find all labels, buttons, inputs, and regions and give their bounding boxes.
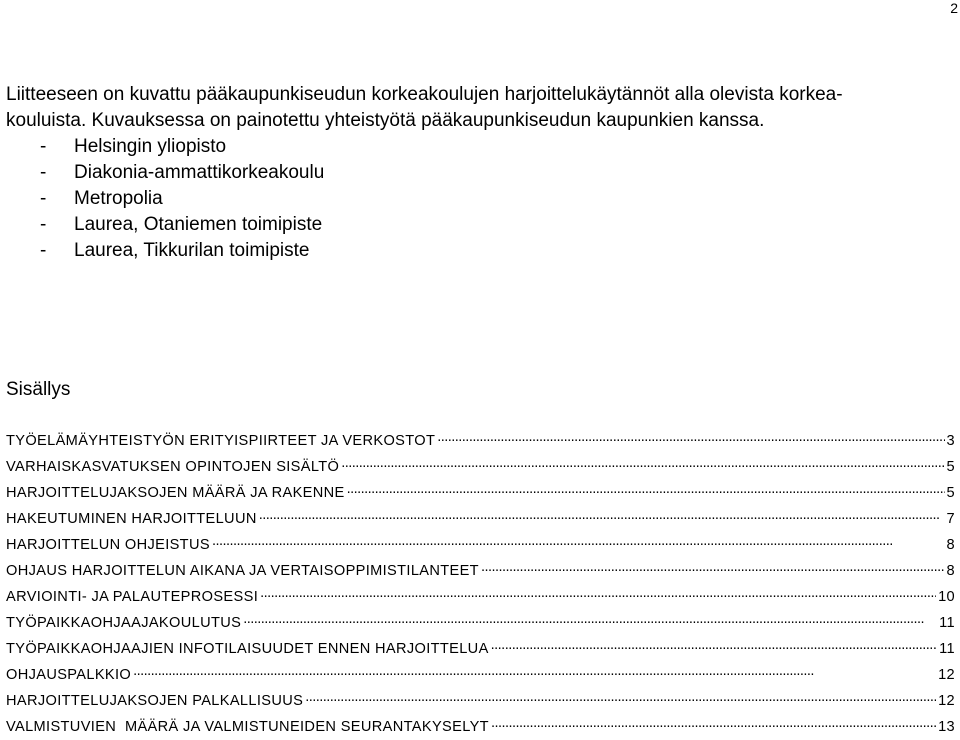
toc-entry[interactable] <box>6 688 955 714</box>
toc-entry[interactable] <box>6 454 955 480</box>
toc-dot-leader <box>259 509 945 523</box>
toc-entry-title: VARHAISKASVATUKSEN OPINTOJEN SISÄLTÖ <box>6 459 340 475</box>
list-dash: - <box>40 240 47 261</box>
toc-entry-title: HARJOITTELUJAKSOJEN PALKALLISUUS <box>6 693 304 709</box>
toc-entry-page: 7 <box>946 511 955 527</box>
school-item <box>6 134 951 160</box>
toc-entry-page: 11 <box>939 641 955 657</box>
school-list <box>6 134 951 264</box>
toc-entry-page: 5 <box>946 459 955 475</box>
toc-entry[interactable] <box>6 636 955 662</box>
toc-entry-page: 13 <box>938 719 955 735</box>
toc-entry-title: TYÖPAIKKAOHJAAJIEN INFOTILAISUUDET ENNEN HARJOITTELUA <box>6 641 489 657</box>
toc-entry-title: HARJOITTELUN OHJEISTUS <box>6 537 210 553</box>
toc-entry-page: 5 <box>946 485 955 501</box>
list-dash: - <box>40 214 47 235</box>
list-dash: - <box>40 162 47 183</box>
toc-entry[interactable] <box>6 532 955 558</box>
school-name: Helsingin yliopisto <box>74 136 227 157</box>
school-item <box>6 160 951 186</box>
toc-entry-page: 12 <box>938 693 955 709</box>
toc-dot-leader <box>437 431 944 445</box>
list-dash: - <box>40 188 47 209</box>
toc-dot-leader <box>341 457 944 471</box>
toc-entry[interactable] <box>6 428 955 454</box>
toc-entry-page: 8 <box>946 563 955 579</box>
toc-dot-leader <box>491 639 937 653</box>
school-name: Diakonia-ammattikorkeakoulu <box>74 162 325 183</box>
toc-entry-title: TYÖELÄMÄYHTEISTYÖN ERITYISPIIRTEET JA VERKOSTOT <box>6 433 436 449</box>
toc-entry-title: VALMISTUVIEN MÄÄRÄ JA VALMISTUNEIDEN SEURANTAKYSELYT <box>6 719 489 735</box>
school-item <box>6 212 951 238</box>
toc-entry-page: 12 <box>938 667 955 683</box>
toc-dot-leader <box>133 665 936 679</box>
toc-entry-page: 11 <box>939 615 955 631</box>
intro-paragraph <box>6 82 951 134</box>
toc-entry-page: 10 <box>938 589 955 605</box>
toc-entry[interactable] <box>6 610 955 636</box>
page-number: 2 <box>950 0 958 16</box>
toc-dot-leader <box>212 535 945 549</box>
toc-entry-page: 3 <box>946 433 955 449</box>
toc-title: Sisällys <box>6 379 71 400</box>
toc-entry[interactable] <box>6 714 955 740</box>
intro-line-1: Liitteeseen on kuvattu pääkaupunkiseudun korkeakoulujen harjoittelukäytännöt alla olevista korkea- <box>6 84 843 105</box>
toc-entry[interactable] <box>6 558 955 584</box>
toc-entry-title: OHJAUSPALKKIO <box>6 667 132 683</box>
school-name: Laurea, Otaniemen toimipiste <box>74 214 323 235</box>
toc-entry-title: ARVIOINTI- JA PALAUTEPROSESSI <box>6 589 259 605</box>
toc-entry-title: HAKEUTUMINEN HARJOITTELUUN <box>6 511 257 527</box>
toc-dot-leader <box>481 561 945 575</box>
school-item <box>6 238 951 264</box>
list-dash: - <box>40 136 47 157</box>
toc-entry[interactable] <box>6 662 955 688</box>
toc-dot-leader <box>243 613 937 627</box>
toc-dot-leader <box>491 717 936 731</box>
school-name: Laurea, Tikkurilan toimipiste <box>74 240 310 261</box>
table-of-contents <box>6 428 955 740</box>
toc-entry-title: TYÖPAIKKAOHJAAJAKOULUTUS <box>6 615 242 631</box>
toc-dot-leader <box>347 483 945 497</box>
toc-dot-leader <box>260 587 936 601</box>
school-item <box>6 186 951 212</box>
toc-entry-page: 8 <box>946 537 955 553</box>
intro-section <box>6 82 951 264</box>
toc-entry[interactable] <box>6 506 955 532</box>
school-name: Metropolia <box>74 188 163 209</box>
toc-dot-leader <box>305 691 936 705</box>
toc-entry[interactable] <box>6 584 955 610</box>
toc-entry-title: HARJOITTELUJAKSOJEN MÄÄRÄ JA RAKENNE <box>6 485 345 501</box>
intro-line-2: kouluista. Kuvauksessa on painotettu yhteistyötä pääkaupunkiseudun kaupunkien kanssa. <box>6 110 765 131</box>
toc-entry-title: OHJAUS HARJOITTELUN AIKANA JA VERTAISOPPIMISTILANTEET <box>6 563 479 579</box>
toc-entry[interactable] <box>6 480 955 506</box>
